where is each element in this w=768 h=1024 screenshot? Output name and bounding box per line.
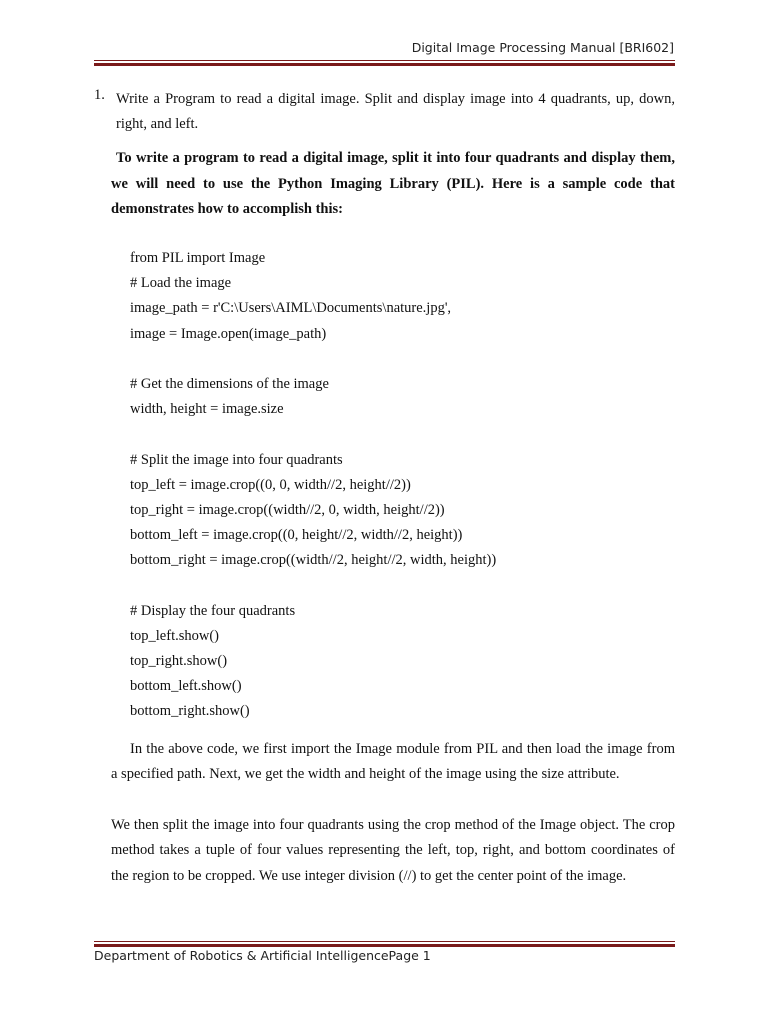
explanation-paragraph-1: In the above code, we first import the Image module from PIL and then load the image from a specified path. Next, we get the width and height of the image using the size attribute. <box>111 741 675 783</box>
explanation-paragraph-2: We then split the image into four quadrants using the crop method of the Image object. The crop method takes a tuple of four values representing the left, top, right, and bottom coordinates of the region to be cropped. We use integer division (//) to get the center point of the image. <box>111 817 675 884</box>
code-line: top_left.show() <box>130 627 219 644</box>
header-title: Digital Image Processing Manual [BRI602] <box>411 40 674 55</box>
code-block <box>130 246 675 725</box>
code-line: image_path = r'C:\Users\AIML\Documents\nature.jpg', <box>130 300 452 317</box>
code-line: top_left = image.crop((0, 0, width//2, height//2)) <box>130 476 411 493</box>
code-line: # Display the four quadrants <box>130 602 296 619</box>
code-line: bottom_right = image.crop((width//2, height//2, width, height)) <box>130 552 497 569</box>
code-blank-line <box>130 573 675 598</box>
code-line: top_right = image.crop((width//2, 0, width, height//2)) <box>130 501 445 518</box>
footer-rule-thick <box>94 944 675 947</box>
header-rule-thick <box>94 63 675 66</box>
header-rule-thin <box>94 60 675 61</box>
code-line: bottom_left.show() <box>130 678 242 695</box>
question-number: 1. <box>94 87 105 103</box>
code-line: from PIL import Image <box>130 250 266 266</box>
footer-rule-thin <box>94 941 675 942</box>
code-blank-line <box>130 422 675 447</box>
code-line: # Get the dimensions of the image <box>130 375 329 392</box>
code-line: width, height = image.size <box>130 401 284 418</box>
code-line: # Split the image into four quadrants <box>130 451 343 468</box>
intro-paragraph: To write a program to read a digital image, split it into four quadrants and display them, we will need to use the Python Imaging Library (PIL). Here is a sample code that demonstrates how to accomplish this: <box>111 150 675 217</box>
code-line: bottom_right.show() <box>130 703 250 720</box>
code-blank-line <box>130 347 675 372</box>
code-line: image = Image.open(image_path) <box>130 325 327 342</box>
question-text: Write a Program to read a digital image. Split and display image into 4 quadrants, up, down, right, and left. <box>116 91 675 132</box>
footer-text: Department of Robotics & Artificial IntelligencePage 1 <box>94 948 431 963</box>
code-line: top_right.show() <box>130 653 228 669</box>
code-line: # Load the image <box>130 275 232 292</box>
code-line: bottom_left = image.crop((0, height//2, width//2, height)) <box>130 527 463 544</box>
